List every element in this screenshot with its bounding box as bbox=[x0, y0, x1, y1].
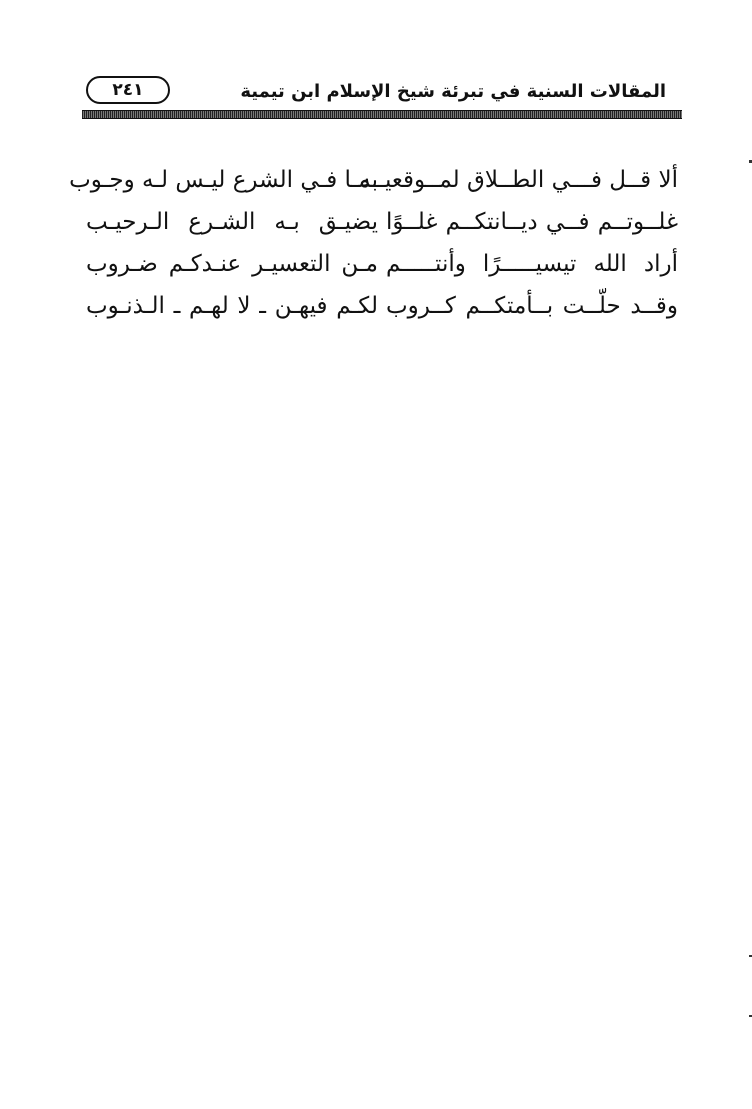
verse bbox=[69, 160, 682, 202]
verse-second-hemistich: لكـم فيهـن ـ لا لهـم ـ الـذنـوب bbox=[86, 293, 378, 319]
running-title: المقالات السنية في تبرئة شيخ الإسلام ابن تيمية bbox=[240, 81, 666, 102]
header-rule bbox=[82, 110, 682, 119]
poem bbox=[69, 160, 682, 328]
verse-second-hemistich: مـن التعسيـر عنـدكـم ضـروب bbox=[86, 251, 378, 277]
verse-second-hemistich: بمـا فـي الشرع ليـس لـه وجـوب bbox=[69, 167, 378, 193]
page-header bbox=[82, 74, 682, 118]
verse bbox=[82, 202, 682, 244]
verse bbox=[82, 244, 682, 286]
verse-first-hemistich: غلــوتــم فــي ديــانتكــم غلــوًا bbox=[386, 209, 678, 235]
verse-first-hemistich: أراد الله تيسيـــــرًا وأنتـــــم bbox=[386, 251, 678, 277]
verse bbox=[82, 286, 682, 328]
verse-first-hemistich: ألا قــل فـــي الطــلاق لمــوقعيــه bbox=[359, 167, 678, 193]
verse-second-hemistich: يضيـق بـه الشـرع الـرحيـب bbox=[86, 209, 378, 235]
page-number: ٢٤١ bbox=[86, 76, 170, 104]
verse-first-hemistich: وقــد حلّــت بــأمتكــم كــروب bbox=[386, 293, 678, 319]
